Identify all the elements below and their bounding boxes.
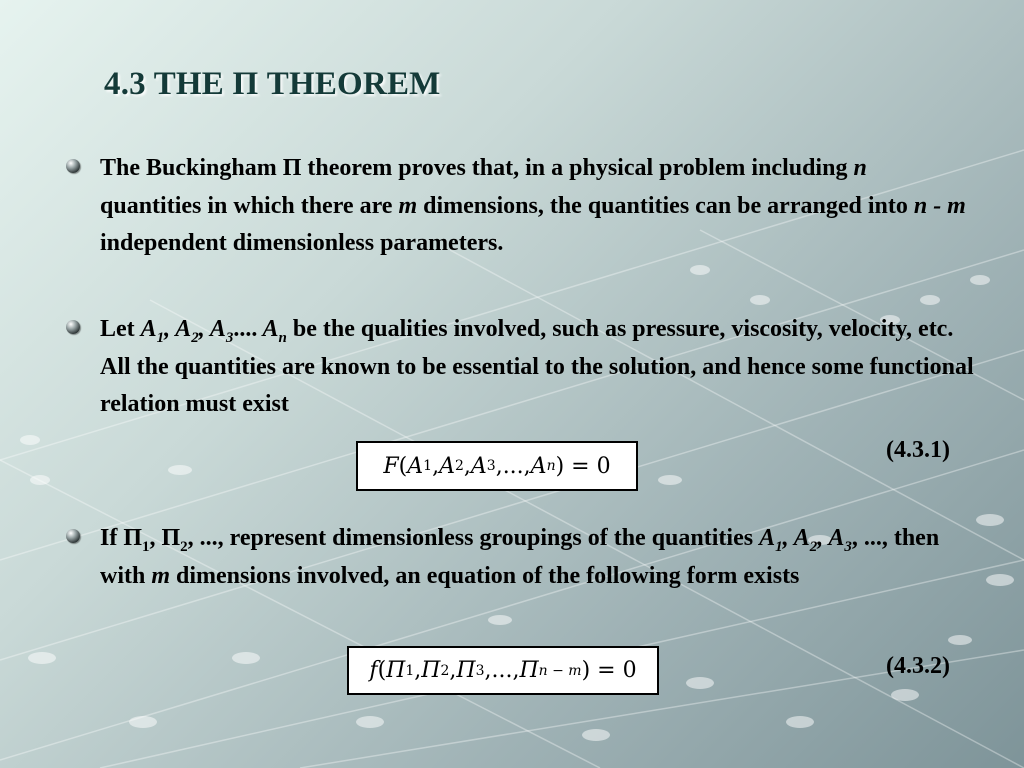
bullet-2 (64, 311, 974, 424)
bullet-sphere-icon (66, 159, 80, 173)
bullet-2-text: Let $A_1$, $A_2$, $A_3$.... $A_n$ be the qualities involved, such as pressure, viscosity, velocity, etc. All the quantities are known to be essential to the solution, and hence some functional relation must exist (100, 316, 974, 417)
equation-4-3-1: F ( A 1 , A 2 , A 3 , ... , A n ) = 0 (356, 441, 638, 491)
bullet-sphere-icon (66, 320, 80, 334)
equation-4-3-2: f ( Π 1 , Π 2 , Π 3 , ... , Π n − m ) = 0 (347, 646, 659, 695)
bullet-sphere-icon (66, 529, 80, 543)
bullet-1 (64, 150, 974, 263)
slide-title: 4.3 THE Π THEOREM (104, 66, 441, 102)
bullet-3 (64, 520, 974, 595)
equation-number-4-3-1: (4.3.1) (886, 437, 950, 463)
bullet-1-text: The Buckingham Π theorem proves that, in a physical problem including n quantities in which there are m dimensions, the quantities can be arranged into n - m independent dimensionless parameters. (100, 155, 966, 256)
equation-number-4-3-2: (4.3.2) (886, 653, 950, 679)
bullet-3-text: If $\Pi_1$, $\Pi_2$, ..., represent dimensionless groupings of the quantities $A_1$, $A_2$, $A_3$, ..., then with m dimensions involved, an equation of the following form exists (100, 525, 940, 589)
